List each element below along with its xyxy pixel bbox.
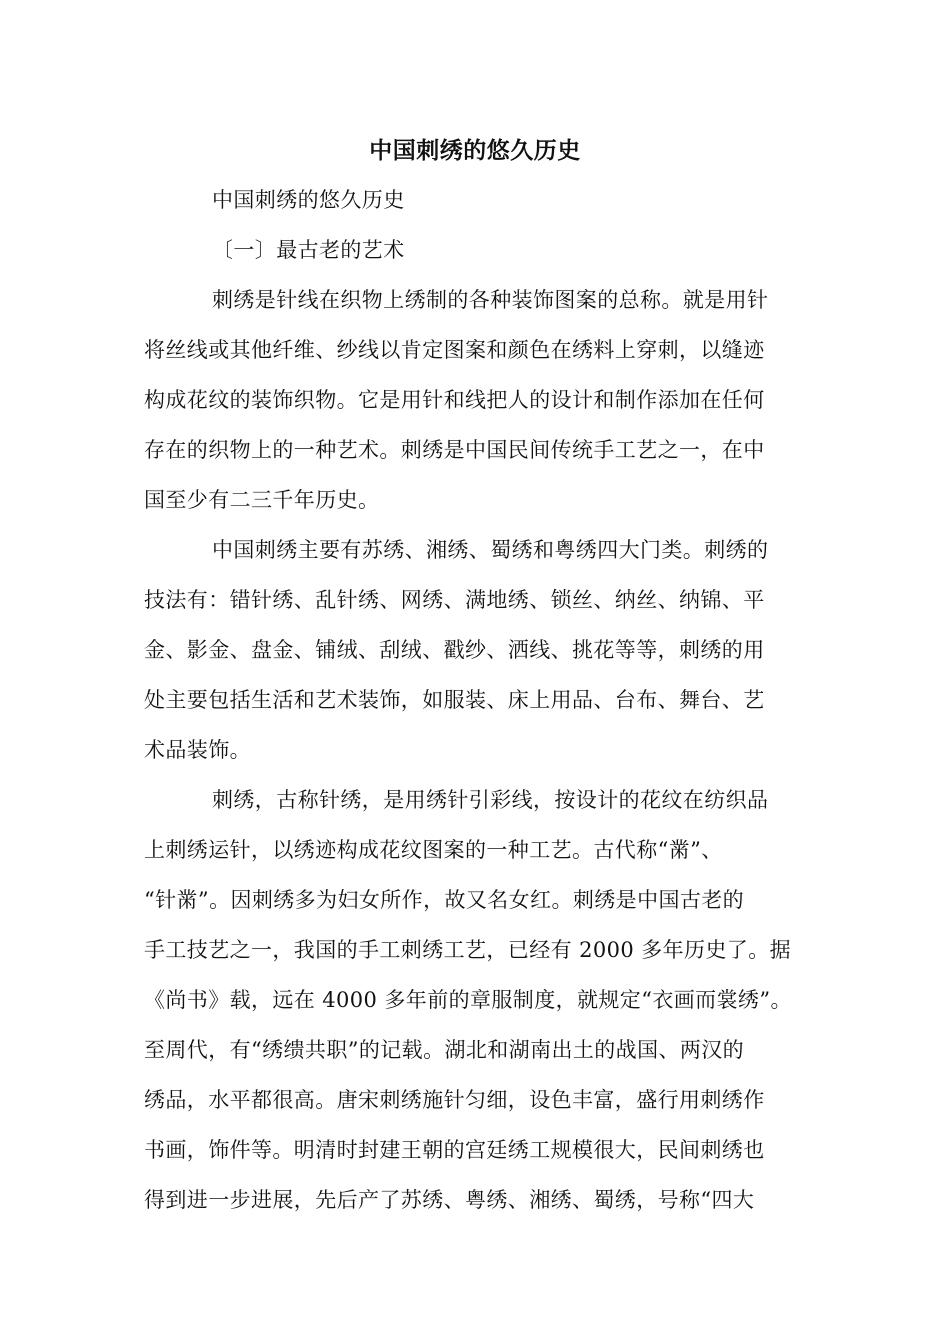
- paragraph-line: 刺绣，古称针绣，是用绣针引彩线，按设计的花纹在纺织品: [212, 788, 769, 812]
- section-heading: 〔一〕最古老的艺术: [212, 238, 405, 262]
- paragraph-line: 上刺绣运针，以绣迹构成花纹图案的一种工艺。古代称“黹”、: [144, 838, 723, 862]
- paragraph-line: 将丝线或其他纤维、纱线以肯定图案和颜色在绣料上穿刺，以缝迹: [144, 338, 765, 362]
- paragraph-line: “针黹”。因刺绣多为妇女所作，故又名女红。刺绣是中国古老的: [144, 888, 745, 912]
- paragraph-line: 《尚书》载，远在 4000 多年前的章服制度，就规定“衣画而裳绣”。: [144, 988, 792, 1012]
- paragraph-line: 得到进一步进展，先后产了苏绣、粤绣、湘绣、蜀绣，号称“四大: [144, 1188, 755, 1212]
- paragraph-line: 技法有：错针绣、乱针绣、网绣、满地绣、锁丝、纳丝、纳锦、平: [144, 588, 765, 612]
- paragraph-line: 处主要包括生活和艺术装饰，如服装、床上用品、台布、舞台、艺: [144, 688, 765, 712]
- paragraph-line: 中国刺绣主要有苏绣、湘绣、蜀绣和粤绣四大门类。刺绣的: [212, 538, 769, 562]
- paragraph-line: 手工技艺之一，我国的手工刺绣工艺，已经有 2000 多年历史了。据: [144, 938, 791, 962]
- paragraph-line: 存在的织物上的一种艺术。刺绣是中国民间传统手工艺之一，在中: [144, 438, 765, 462]
- paragraph-line: 至周代，有“绣缋共职”的记载。湖北和湖南出土的战国、两汉的: [144, 1038, 745, 1062]
- paragraph-line: 绣品，水平都很高。唐宋刺绣施针匀细，设色丰富，盛行用刺绣作: [144, 1088, 765, 1112]
- document-subtitle: 中国刺绣的悠久历史: [212, 188, 405, 212]
- paragraph-line: 金、影金、盘金、铺绒、刮绒、戳纱、洒线、挑花等等，刺绣的用: [144, 638, 765, 662]
- paragraph-line: 国至少有二三千年历史。: [144, 488, 380, 512]
- paragraph-line: 书画，饰件等。明清时封建王朝的宫廷绣工规模很大，民间刺绣也: [144, 1138, 765, 1162]
- paragraph-line: 刺绣是针线在织物上绣制的各种装饰图案的总称。就是用针: [212, 288, 769, 312]
- paragraph-line: 构成花纹的装饰织物。它是用针和线把人的设计和制作添加在任何: [144, 388, 765, 412]
- document-title: 中国刺绣的悠久历史: [369, 138, 581, 164]
- paragraph-line: 术品装饰。: [144, 738, 251, 762]
